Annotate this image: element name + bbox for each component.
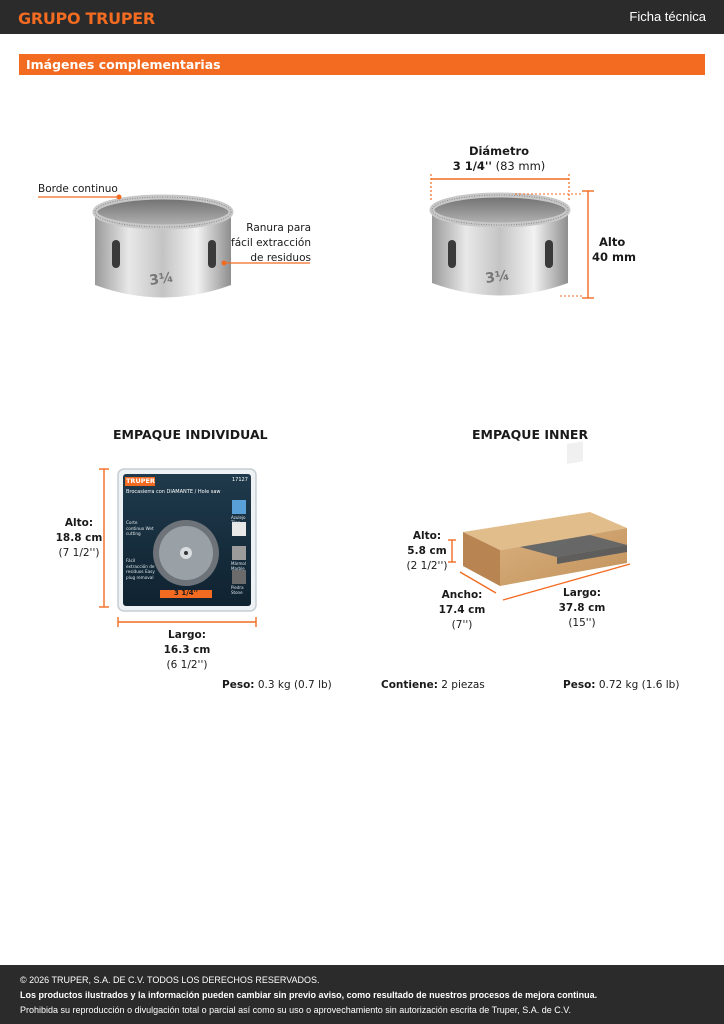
individual-weight [222,678,332,693]
footer-prohibition: Prohibida su reproducción o divulgación total o parcial así como su uso o aprovechamiento sin autorización escrita de Truper, S.A. de C.V. [20,1005,571,1015]
height-label: Alto [599,235,626,249]
inner-ancho-in: (7'') [451,619,473,631]
card-side-label-3: Piedra Stone [231,585,244,595]
edge-callout-label: Borde continuo [38,183,118,195]
card-product-line: Brocasierra con DIAMANTE / Hole saw [126,489,221,495]
inner-contents [381,678,485,693]
individual-largo-in: (6 1/2'') [166,659,208,671]
individual-weight-value: 0.3 kg (0.7 lb) [257,679,332,691]
card-side-label-2: Mármol Marble [231,561,246,571]
height-value: 40 mm [592,250,636,264]
slot-label-line-1: Ranura para [246,222,311,234]
slot-label-line-3: de residuos [250,252,311,264]
inner-ancho-cm: 17.4 cm [438,604,486,616]
document-type-label: Ficha técnica [629,9,706,24]
card-brand: TRUPER [126,477,155,485]
inner-largo-label: Largo: [563,587,601,599]
slot-label-line-2: fácil extracción [231,237,311,249]
slot-callout-label [200,221,311,266]
inner-alto-cm: 5.8 cm [407,545,447,557]
individual-largo-label: Largo: [168,629,206,641]
individual-alto-label: Alto: [64,517,94,529]
inner-weight-label: Peso: [563,679,596,691]
inner-weight-value: 0.72 kg (1.6 lb) [598,679,680,691]
inner-box [463,441,627,586]
individual-package-title: EMPAQUE INDIVIDUAL [113,427,268,442]
svg-text:3¼: 3¼ [484,267,511,287]
card-left-label-1: Corte continuo Wet cutting [126,520,154,536]
inner-weight [563,678,679,693]
section-title: Imágenes complementarias [26,57,221,72]
individual-weight-label: Peso: [222,679,255,691]
page-footer [0,965,724,1024]
diameter-label: Diámetro [468,144,530,158]
card-side-label-1: Azulejo Tiles [231,515,246,525]
inner-largo-in: (15'') [568,617,596,629]
individual-alto-in: (7 1/2'') [58,547,100,559]
card-code: 17127 [232,477,248,483]
individual-alto-cm: 18.8 cm [55,532,103,544]
inner-alto-in: (2 1/2'') [406,560,448,572]
inner-largo-cm: 37.8 cm [558,602,606,614]
diameter-value [440,159,558,174]
footer-notice: Los productos ilustrados y la información pueden cambiar sin previo aviso, como resultado de nuestros procesos de mejora continua. [20,990,598,1000]
card-left-label-2: Fácil extracción de residuos Easy plug removal [126,558,155,580]
hole-saw-right [432,195,568,296]
svg-text:3¼: 3¼ [148,269,175,289]
inner-ancho-label: Ancho: [441,589,483,601]
diameter-inches: 3 1/4'' [452,159,492,173]
footer-copyright: © 2026 TRUPER, S.A. DE C.V. TODOS LOS DERECHOS RESERVADOS. [20,975,320,985]
diameter-mm: (83 mm) [495,159,546,173]
card-size: 3 1/4'' [174,589,198,597]
inner-contents-label: Contiene: [381,679,438,691]
individual-largo-cm: 16.3 cm [163,644,211,656]
inner-contents-value: 2 piezas [441,679,485,691]
brand-logo: GRUPO TRUPER [18,9,155,28]
inner-alto-label: Alto: [412,530,442,542]
inner-package-title: EMPAQUE INNER [472,427,589,442]
